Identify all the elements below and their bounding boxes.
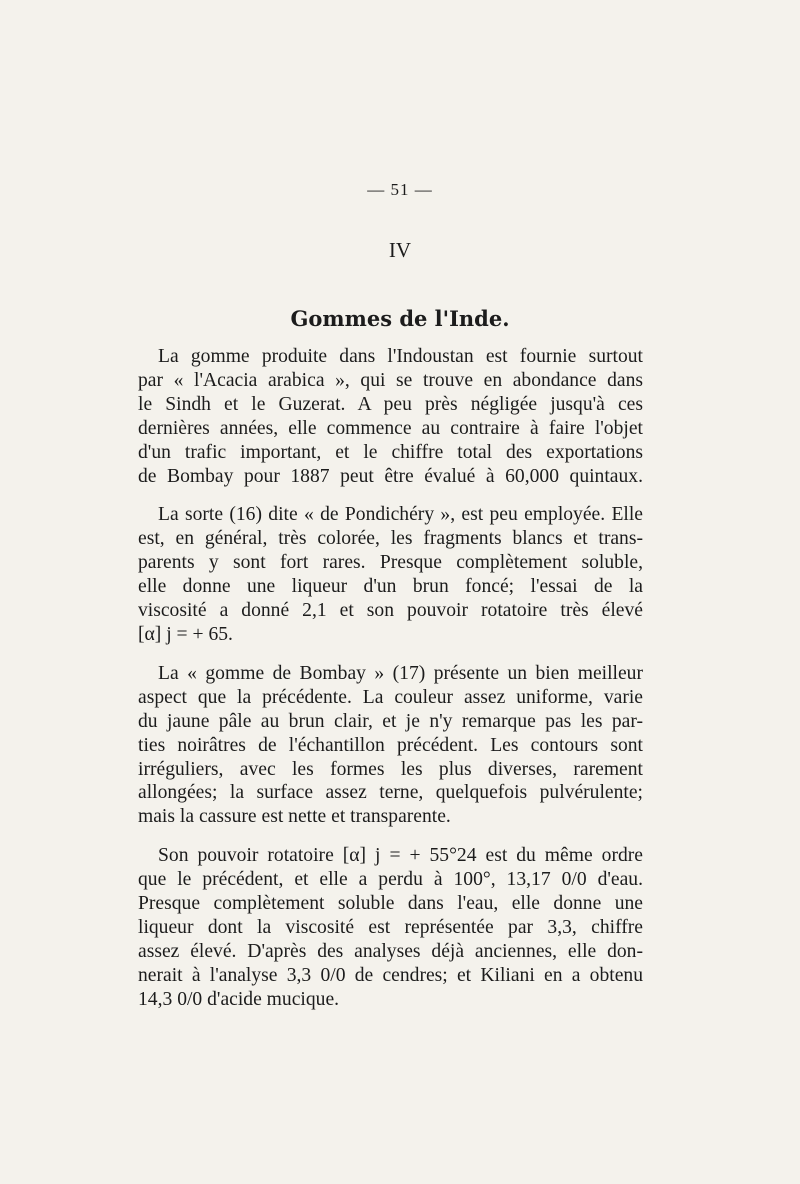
text-line: aspect que la précédente. La couleur assez uniforme, varie <box>138 686 643 708</box>
paragraph-1 <box>138 345 643 488</box>
text-line: 14,3 0/0 d'acide mucique. <box>138 988 340 1010</box>
text-line: La gomme produite dans l'Indoustan est fournie surtout <box>158 346 643 367</box>
text-line: que le précédent, et elle a perdu à 100°, 13,17 0/0 d'eau. <box>138 869 643 891</box>
text-line: est, en général, très colorée, les fragments blancs et trans- <box>138 528 643 550</box>
text-line: [α] j = + 65. <box>138 623 233 645</box>
chapter-number: IV <box>388 238 412 262</box>
text-line: Presque complètement soluble dans l'eau, elle donne une <box>138 893 643 915</box>
text-line: La « gomme de Bombay » (17) présente un bien meilleur <box>158 662 643 684</box>
text-line: par « l'Acacia arabica », qui se trouve en abondance dans <box>138 369 643 391</box>
text-line: d'un trafic important, et le chiffre total des exportations <box>138 441 643 463</box>
text-line: du jaune pâle au brun clair, et je n'y remarque pas les par- <box>138 710 643 732</box>
paragraph-3 <box>138 662 643 829</box>
text-line: parents y sont fort rares. Presque complètement soluble, <box>138 552 643 574</box>
text-line: liqueur dont la viscosité est représentée par 3,3, chiffre <box>138 916 643 938</box>
paragraph-4 <box>138 844 643 1011</box>
page-number: — 51 — <box>367 180 433 199</box>
text-line: viscosité a donné 2,1 et son pouvoir rotatoire très élevé <box>138 600 643 622</box>
text-line: Son pouvoir rotatoire [α] j = + 55°24 est du même ordre <box>158 845 643 867</box>
text-line: dernières années, elle commence au contraire à faire l'objet <box>138 417 643 439</box>
text-line: de Bombay pour 1887 peut être évalué à 60,000 quintaux. <box>138 465 643 487</box>
text-line: La sorte (16) dite « de Pondichéry », est peu employée. Elle <box>158 504 643 526</box>
body-text <box>138 345 643 1027</box>
text-line: irréguliers, avec les formes les plus diverses, rarement <box>138 758 643 780</box>
text-line: mais la cassure est nette et transparente. <box>138 806 451 828</box>
text-line: elle donne une liqueur d'un brun foncé; l'essai de la <box>138 576 643 598</box>
text-line: nerait à l'analyse 3,3 0/0 de cendres; et Kiliani en a obtenu <box>138 964 643 986</box>
section-heading: Gommes de l'Inde. <box>290 306 510 331</box>
paragraph-2 <box>138 503 643 646</box>
text-line: le Sindh et le Guzerat. A peu près négligée jusqu'à ces <box>138 393 643 415</box>
text-line: allongées; la surface assez terne, quelquefois pulvérulente; <box>138 782 643 804</box>
text-line: assez élevé. D'après des analyses déjà anciennes, elle don- <box>138 940 643 962</box>
text-line: ties noirâtres de l'échantillon précédent. Les contours sont <box>138 734 643 756</box>
